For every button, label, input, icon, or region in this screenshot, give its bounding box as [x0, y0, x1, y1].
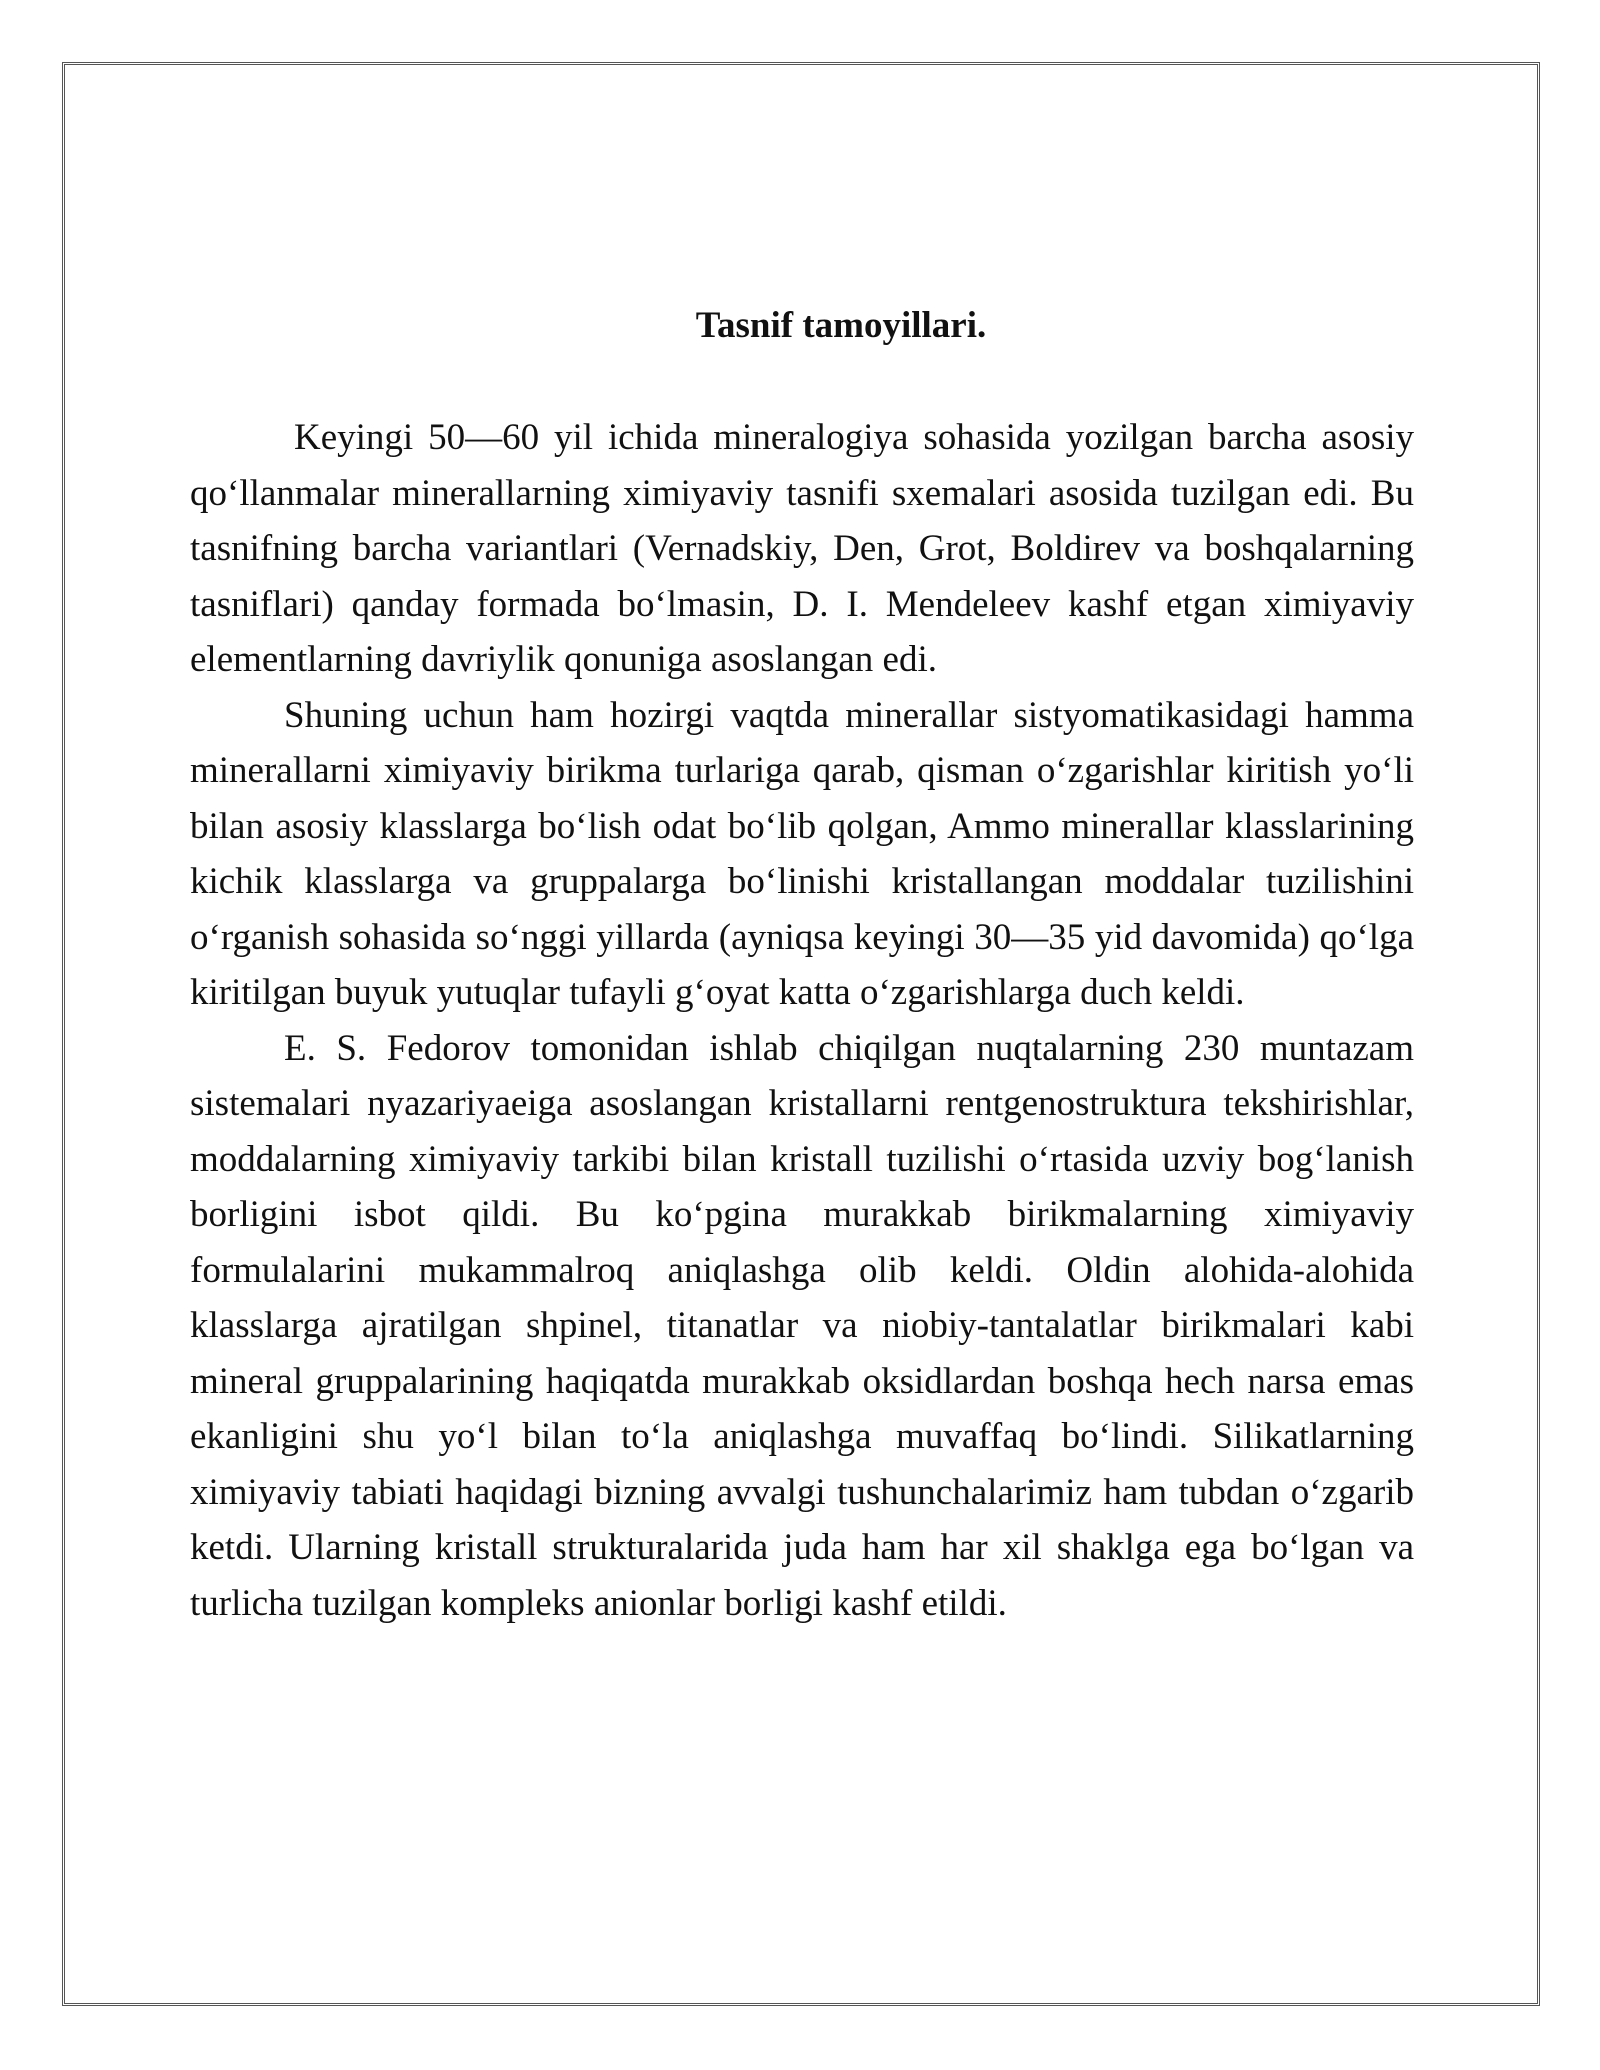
- document-body: [190, 290, 1414, 1631]
- document-title: Tasnif tamoyillari.: [695, 305, 987, 346]
- paragraph-3: E. S. Fedorov tomonidan ishlab chiqilgan nuqtalarning 230 muntazam sistemalari nyazariyaeiga asoslangan kristallarni rentgenostruktura tekshirishlar, moddalarning ximiyaviy tarkibi bilan kristall tuzilishi o‘rtasida uzviy bog‘lanish borligini isbot qildi. Bu ko‘pgina murakkab birikmalarning ximiyaviy formulalarini mukammalroq aniqlashga olib keldi. Oldin alohida-alohida klasslarga ajratilgan shpinel, titanatlar va niobiy-tantalatlar birikmalari kabi mineral gruppalarining haqiqatda murakkab oksidlardan boshqa hech narsa emas ekanligini shu yo‘l bilan to‘la aniqlashga muvaffaq bo‘lindi. Silikatlarning ximiyaviy tabiati haqidagi bizning avvalgi tushunchalarimiz ham tubdan o‘zgarib ketdi. Ularning kristall strukturalarida juda ham har xil shaklga ega bo‘lgan va turlicha tuzilgan kompleks anionlar borligi kashf etildi.: [190, 1027, 1414, 1624]
- paragraph-1: Keyingi 50—60 yil ichida mineralogiya sohasida yozilgan barcha asosiy qo‘llanmalar minerallarning ximiyaviy tasnifi sxemalari asosida tuzilgan edi. Bu tasnifning barcha variantlari (Vernadskiy, Den, Grot, Boldirev va boshqalarning tasniflari) qanday formada bo‘lmasin, D. I. Mendeleev kashf etgan ximiyaviy elementlarning davriylik qonuniga asoslangan edi.: [190, 417, 1414, 680]
- paragraph-2: Shuning uchun ham hozirgi vaqtda minerallar sistyomatikasidagi hamma minerallarni ximiyaviy birikma turlariga qarab, qisman o‘zgarishlar kiritish yo‘li bilan asosiy klasslarga bo‘lish odat bo‘lib qolgan, Ammo minerallar klasslarining kichik klasslarga va gruppalarga bo‘linishi kristallangan moddalar tuzilishini o‘rganish sohasida so‘nggi yillarda (ayniqsa keyingi 30—35 yid davomida) qo‘lga kiritilgan buyuk yutuqlar tufayli g‘oyat katta o‘zgarishlarga duch keldi.: [190, 694, 1414, 1013]
